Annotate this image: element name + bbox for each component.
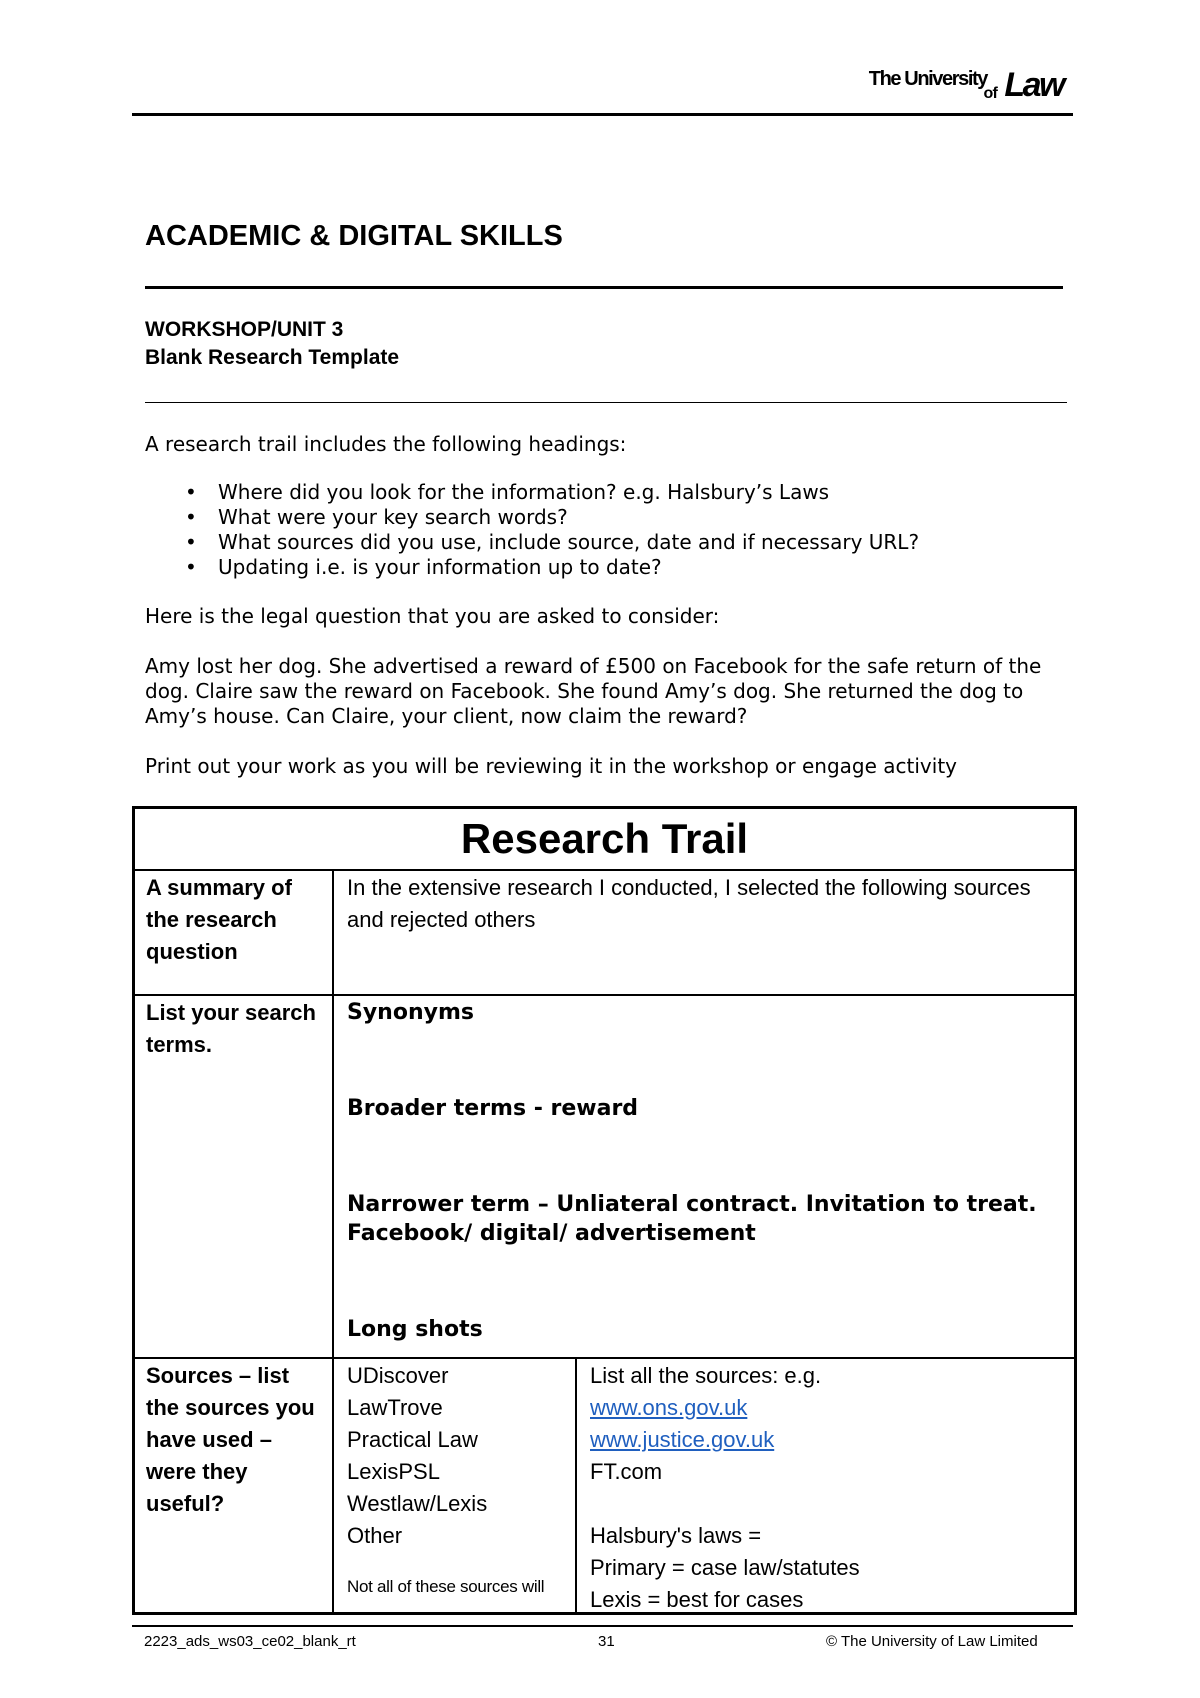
long-shots-term: Long shots (347, 1317, 483, 1342)
copyright: © The University of Law Limited (826, 1633, 1038, 1650)
subtitle-divider (145, 402, 1067, 403)
table-title: Research Trail (460, 815, 749, 862)
justice-link[interactable]: www.justice.gov.uk (590, 1427, 775, 1452)
university-logo (855, 66, 1065, 106)
document-code: 2223_ads_ws03_ce02_blank_rt (144, 1633, 356, 1650)
list-item: FT.com (590, 1459, 663, 1484)
list-item: Practical Law (347, 1427, 478, 1452)
footer-rule (132, 1625, 1073, 1627)
list-item: • Where did you look for the information? e.g. Halsbury’s Laws (145, 480, 919, 505)
title-divider (145, 286, 1063, 289)
list-item: Other (347, 1523, 403, 1548)
workshop-title: WORKSHOP/UNIT 3 (145, 318, 344, 341)
list-item (590, 1488, 1060, 1520)
header-rule (132, 113, 1073, 116)
template-title: Blank Research Template (145, 346, 400, 369)
course-title: ACADEMIC & DIGITAL SKILLS (145, 220, 563, 252)
column-divider (332, 869, 334, 1612)
list-item: LexisPSL (347, 1459, 440, 1484)
synonyms-term: Synonyms (347, 1000, 474, 1025)
logo-text-of: of (983, 85, 997, 102)
list-item: • What sources did you use, include source, date and if necessary URL? (145, 530, 919, 555)
logo-text-university: The University (868, 68, 987, 90)
table-divider (135, 869, 1074, 871)
sources-note: Not all of these sources will (347, 1577, 545, 1596)
sources-list (347, 1360, 577, 1552)
list-item: Westlaw/Lexis (347, 1491, 488, 1516)
research-trail-table (132, 806, 1077, 1615)
example-sources (590, 1360, 1060, 1616)
list-item: Halsbury's laws = (590, 1523, 762, 1548)
list-item: List all the sources: e.g. (590, 1363, 822, 1388)
legal-question: Amy lost her dog. She advertised a reward of £500 on Facebook for the safe return of the dog. Claire saw the reward on Facebook. She found Amy’s dog. She returned the dog to Amy’s house. Can Claire, your client, now claim the reward? (145, 654, 1042, 728)
question-intro: Here is the legal question that you are asked to consider: (145, 604, 720, 628)
intro-text: A research trail includes the following headings: (145, 432, 627, 456)
summary-text: In the extensive research I conducted, I selected the following sources and rejected others (347, 875, 1031, 932)
narrower-term: Narrower term – Unliateral contract. Invitation to treat. Facebook/ digital/ advertisement (347, 1192, 1037, 1246)
heading-list (145, 480, 919, 580)
table-divider (135, 994, 1074, 996)
list-item: • What were your key search words? (145, 505, 919, 530)
summary-label: A summary of the research question (146, 875, 292, 964)
search-terms-label: List your search terms. (146, 1000, 316, 1057)
table-divider (135, 1357, 1074, 1359)
list-item: Primary = case law/statutes (590, 1555, 860, 1580)
logo-text-law: Law (1004, 66, 1063, 104)
print-note: Print out your work as you will be reviewing it in the workshop or engage activity (145, 754, 958, 778)
list-item: • Updating i.e. is your information up to date? (145, 555, 919, 580)
list-item: Lexis = best for cases (590, 1587, 804, 1612)
list-item: UDiscover (347, 1363, 449, 1388)
ons-link[interactable]: www.ons.gov.uk (590, 1395, 748, 1420)
page-number: 31 (598, 1633, 615, 1650)
list-item: LawTrove (347, 1395, 443, 1420)
broader-term: Broader terms - reward (347, 1096, 639, 1121)
sources-label: Sources – list the sources you have used – were they useful? (146, 1363, 315, 1516)
